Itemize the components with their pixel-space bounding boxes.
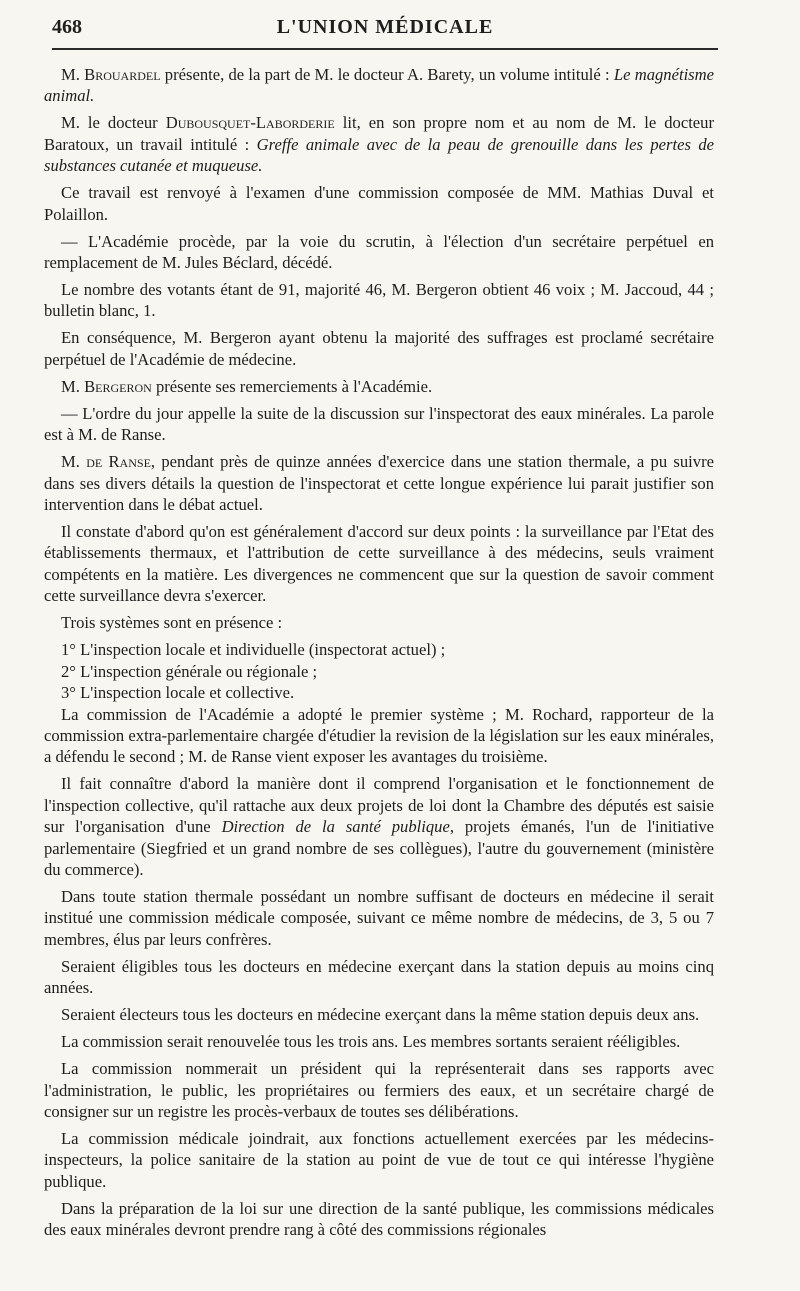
italic-title: Direction de la santé publique [221,817,450,837]
page-header [52,16,718,46]
text-run: lit, en son propre nom et au nom de M. le docteur Baratoux, un travail intitulé : [44,113,714,154]
paragraph [44,403,714,446]
paragraph [44,886,714,950]
paragraph [44,521,714,607]
paragraph [44,64,714,107]
text-run: — L'ordre du jour appelle la suite de la discussion sur l'inspectorat des eaux minérales. La parole est à M. de Ranse. [44,403,714,445]
text-run: présente ses remerciements à l'Académie. [151,376,433,396]
text-run: M. [61,65,85,84]
paragraph [44,1128,714,1192]
text-run: , pendant près de quinze années d'exercice dans une station thermale, a pu suivre dans ses divers détails la question de l'inspectorat et cette longue expérience lui parait justifier son intervention dans le débat actuel. [44,452,714,515]
paragraph [44,1004,714,1025]
paragraph [44,612,714,633]
paragraph [44,1058,714,1122]
text-run: Dans la préparation de la loi sur une direction de la santé publique, les commissions médicales des eaux minérales devront prendre rang à côté des commissions régionales [44,1198,714,1240]
paragraph [44,773,714,880]
speaker-name: Bergeron [84,376,152,396]
text-run: La commission serait renouvelée tous les trois ans. Les membres sortants seraient rééligibles. [61,1032,681,1052]
paragraph [44,704,714,768]
text-run: Il fait connaître d'abord la manière dont il comprend l'organisation et le fonctionnement de l'inspection collective, qu'il rattache aux deux projets de loi dont la Chambre des députés est saisie sur l'organisation d'une [44,774,714,837]
text-run: La commission médicale joindrait, aux fonctions actuellement exercées par les médecins-inspecteurs, la police sanitaire de la station au point de vue de tout ce qui intéresse l'hygiène publique. [44,1128,714,1191]
speaker-name: Dubousquet-Laborderie [165,113,335,133]
paragraph [44,182,714,225]
page-number: 468 [52,16,82,38]
text-run: présente, de la part de M. le docteur A. Barety, un volume intitulé : [160,65,614,84]
paragraph [44,112,714,176]
paragraph [44,1031,714,1052]
paragraphs-before-list [44,64,714,634]
paragraphs-after-list [44,704,714,1241]
text-run: Trois systèmes sont en présence : [61,613,283,633]
paragraph [44,956,714,999]
systems-list [44,639,714,703]
article-body [44,64,714,1246]
italic-title: Le magnétisme animal. [44,65,714,106]
text-run: M. [61,452,87,472]
running-title: L'UNION MÉDICALE [276,16,494,38]
text-run: La commission nommerait un président qui la représenterait dans ses rapports avec l'administration, le public, les propriétaires ou fermiers des eaux, et un secrétaire chargé de consigner sur un registre les procès-verbaux de toutes ses délibérations. [44,1059,714,1121]
text-run: Ce travail est renvoyé à l'examen d'une commission composée de MM. Mathias Duval et Polaillon. [44,183,714,224]
text-run: — L'Académie procède, par la voie du scrutin, à l'élection d'un secrétaire perpétuel en remplacement de M. Jules Béclard, décédé. [44,231,714,273]
text-run: Il constate d'abord qu'on est généralement d'accord sur deux points : la surveillance par l'Etat des établissements thermaux, et l'attribution de cette surveillance à des médecins, seuls vraiment compétents en la matière. Les divergences ne commencent que sur la question de savoir comment cette surveillance devra s'exercer. [44,522,714,606]
system-item: 3° L'inspection locale et collective. [61,683,295,703]
header-rule [52,48,718,50]
text-run: Dans toute station thermale possédant un nombre suffisant de docteurs en médecine il serait institué une commission médicale composée, suivant ce même nombre de médecins, de 3, 5 ou 7 membres, élus par leurs confrères. [44,886,714,949]
paragraph [44,376,714,397]
text-run: En conséquence, M. Bergeron ayant obtenu la majorité des suffrages est proclamé secrétaire perpétuel de l'Académie de médecine. [44,328,714,369]
speaker-name: de Ranse [86,452,151,472]
paragraph [44,231,714,274]
paragraph [44,1198,714,1241]
text-run: Le nombre des votants étant de 91, majorité 46, M. Bergeron obtient 46 voix ; M. Jaccoud, 44 ; bulletin blanc, 1. [44,280,714,321]
text-run: M. [61,376,85,396]
paragraph [44,451,714,515]
speaker-name: Brouardel [84,65,161,84]
paragraph [44,279,714,322]
text-run: Seraient électeurs tous les docteurs en médecine exerçant dans la même station depuis deux ans. [61,1005,700,1025]
italic-title: Greffe animale avec de la peau de grenouille dans les pertes de substances cutanée et muqueuse. [44,134,714,176]
system-item: 2° L'inspection générale ou régionale ; [61,661,318,681]
text-run: La commission de l'Académie a adopté le premier système ; M. Rochard, rapporteur de la commission extra-parlementaire chargée d'étudier la revision de la législation sur les eaux minérales, a défendu le second ; M. de Ranse vient exposer les avantages du troisième. [44,704,714,767]
system-item: 1° L'inspection locale et individuelle (inspectorat actuel) ; [61,640,446,660]
paragraph [44,327,714,370]
text-run: , projets émanés, l'un de l'initiative parlementaire (Siegfried et un grand nombre de ses collègues), l'autre du gouvernement (ministère du commerce). [44,817,714,879]
text-run: M. le docteur [61,113,166,133]
text-run: Seraient éligibles tous les docteurs en médecine exerçant dans la station depuis au moins cinq années. [44,956,714,998]
